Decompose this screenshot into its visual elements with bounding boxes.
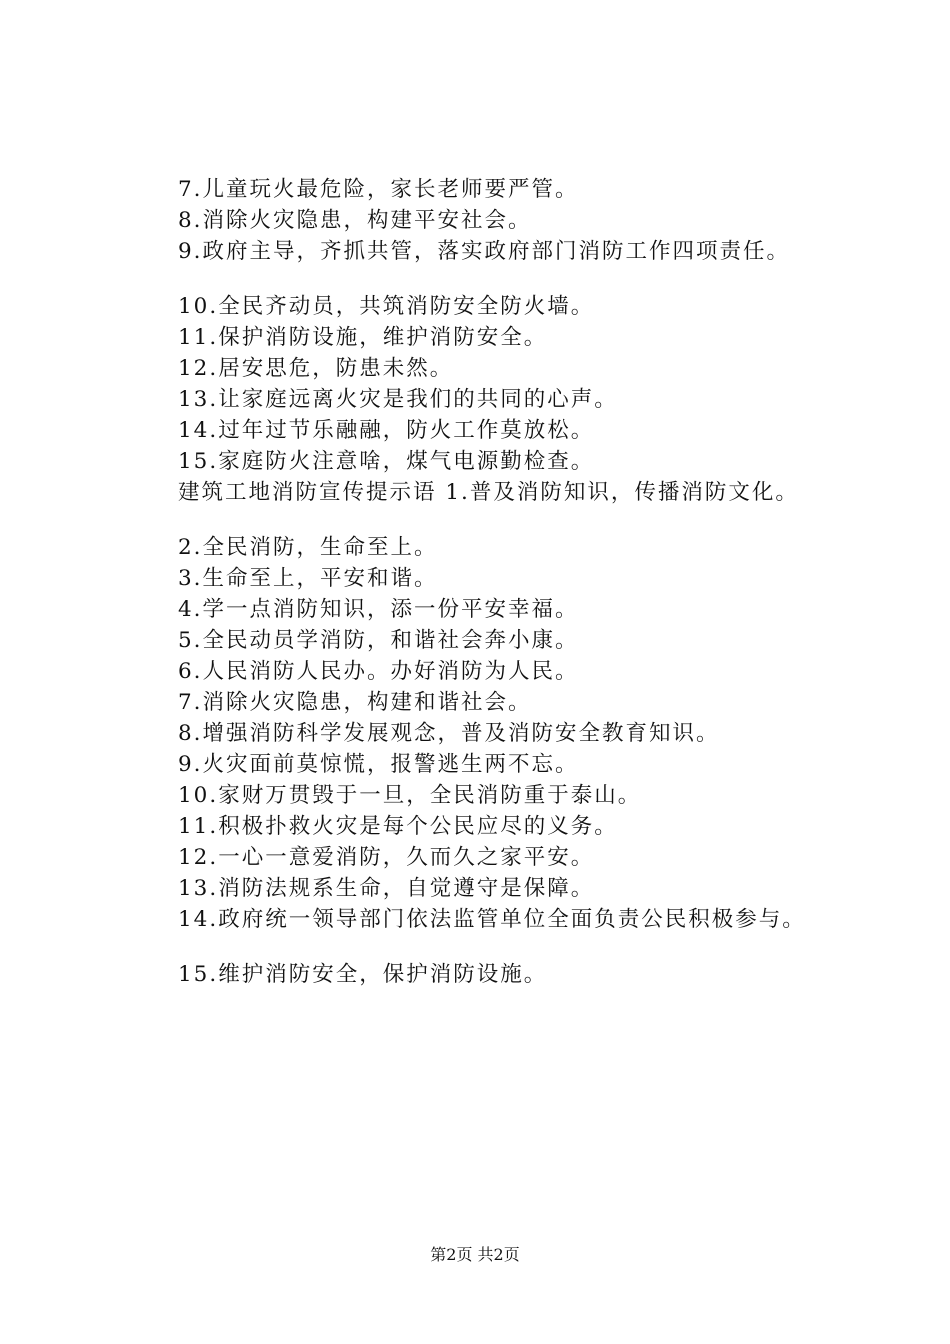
text-line: 10.全民齐动员，共筑消防安全防火墙。: [178, 294, 595, 319]
text-line: 5.全民动员学消防，和谐社会奔小康。: [178, 628, 579, 653]
text-line: 11.积极扑救火灾是每个公民应尽的义务。: [178, 814, 618, 839]
text-line: 7.消除火灾隐患，构建和谐社会。: [178, 690, 532, 715]
paragraph-spacer: [178, 267, 868, 291]
text-line: 13.消防法规系生命，自觉遵守是保障。: [178, 876, 595, 901]
text-line: 7.儿童玩火最危险，家长老师要严管。: [178, 177, 579, 202]
text-line: 3.生命至上，平安和谐。: [178, 566, 438, 591]
text-line: 9.政府主导，齐抓共管，落实政府部门消防工作四项责任。: [178, 239, 791, 264]
document-body: [178, 174, 868, 990]
paragraph-block-4: [178, 959, 868, 990]
paragraph-spacer: [178, 935, 868, 959]
text-line: 12.居安思危，防患未然。: [178, 356, 454, 381]
page-number-footer: 第2页 共2页: [430, 1245, 520, 1264]
paragraph-block-2: [178, 291, 868, 508]
paragraph-block-3: [178, 532, 868, 935]
text-line: 10.家财万贯毁于一旦，全民消防重于泰山。: [178, 783, 642, 808]
text-line: 15.维护消防安全，保护消防设施。: [178, 962, 548, 987]
section-heading-line: 建筑工地消防宣传提示语 1.普及消防知识，传播消防文化。: [178, 480, 799, 505]
text-line: 14.政府统一领导部门依法监管单位全面负责公民积极参与。: [178, 907, 806, 932]
text-line: 4.学一点消防知识，添一份平安幸福。: [178, 597, 579, 622]
text-line: 2.全民消防，生命至上。: [178, 535, 438, 560]
paragraph-block-1: [178, 174, 868, 267]
text-line: 14.过年过节乐融融，防火工作莫放松。: [178, 418, 595, 443]
text-line: 15.家庭防火注意啥，煤气电源勤检查。: [178, 449, 595, 474]
text-line: 11.保护消防设施，维护消防安全。: [178, 325, 548, 350]
text-line: 8.消除火灾隐患，构建平安社会。: [178, 208, 532, 233]
text-line: 12.一心一意爱消防，久而久之家平安。: [178, 845, 595, 870]
paragraph-spacer: [178, 508, 868, 532]
text-line: 6.人民消防人民办。办好消防为人民。: [178, 659, 579, 684]
text-line: 8.增强消防科学发展观念，普及消防安全教育知识。: [178, 721, 720, 746]
text-line: 13.让家庭远离火灾是我们的共同的心声。: [178, 387, 618, 412]
text-line: 9.火灾面前莫惊慌，报警逃生两不忘。: [178, 752, 579, 777]
